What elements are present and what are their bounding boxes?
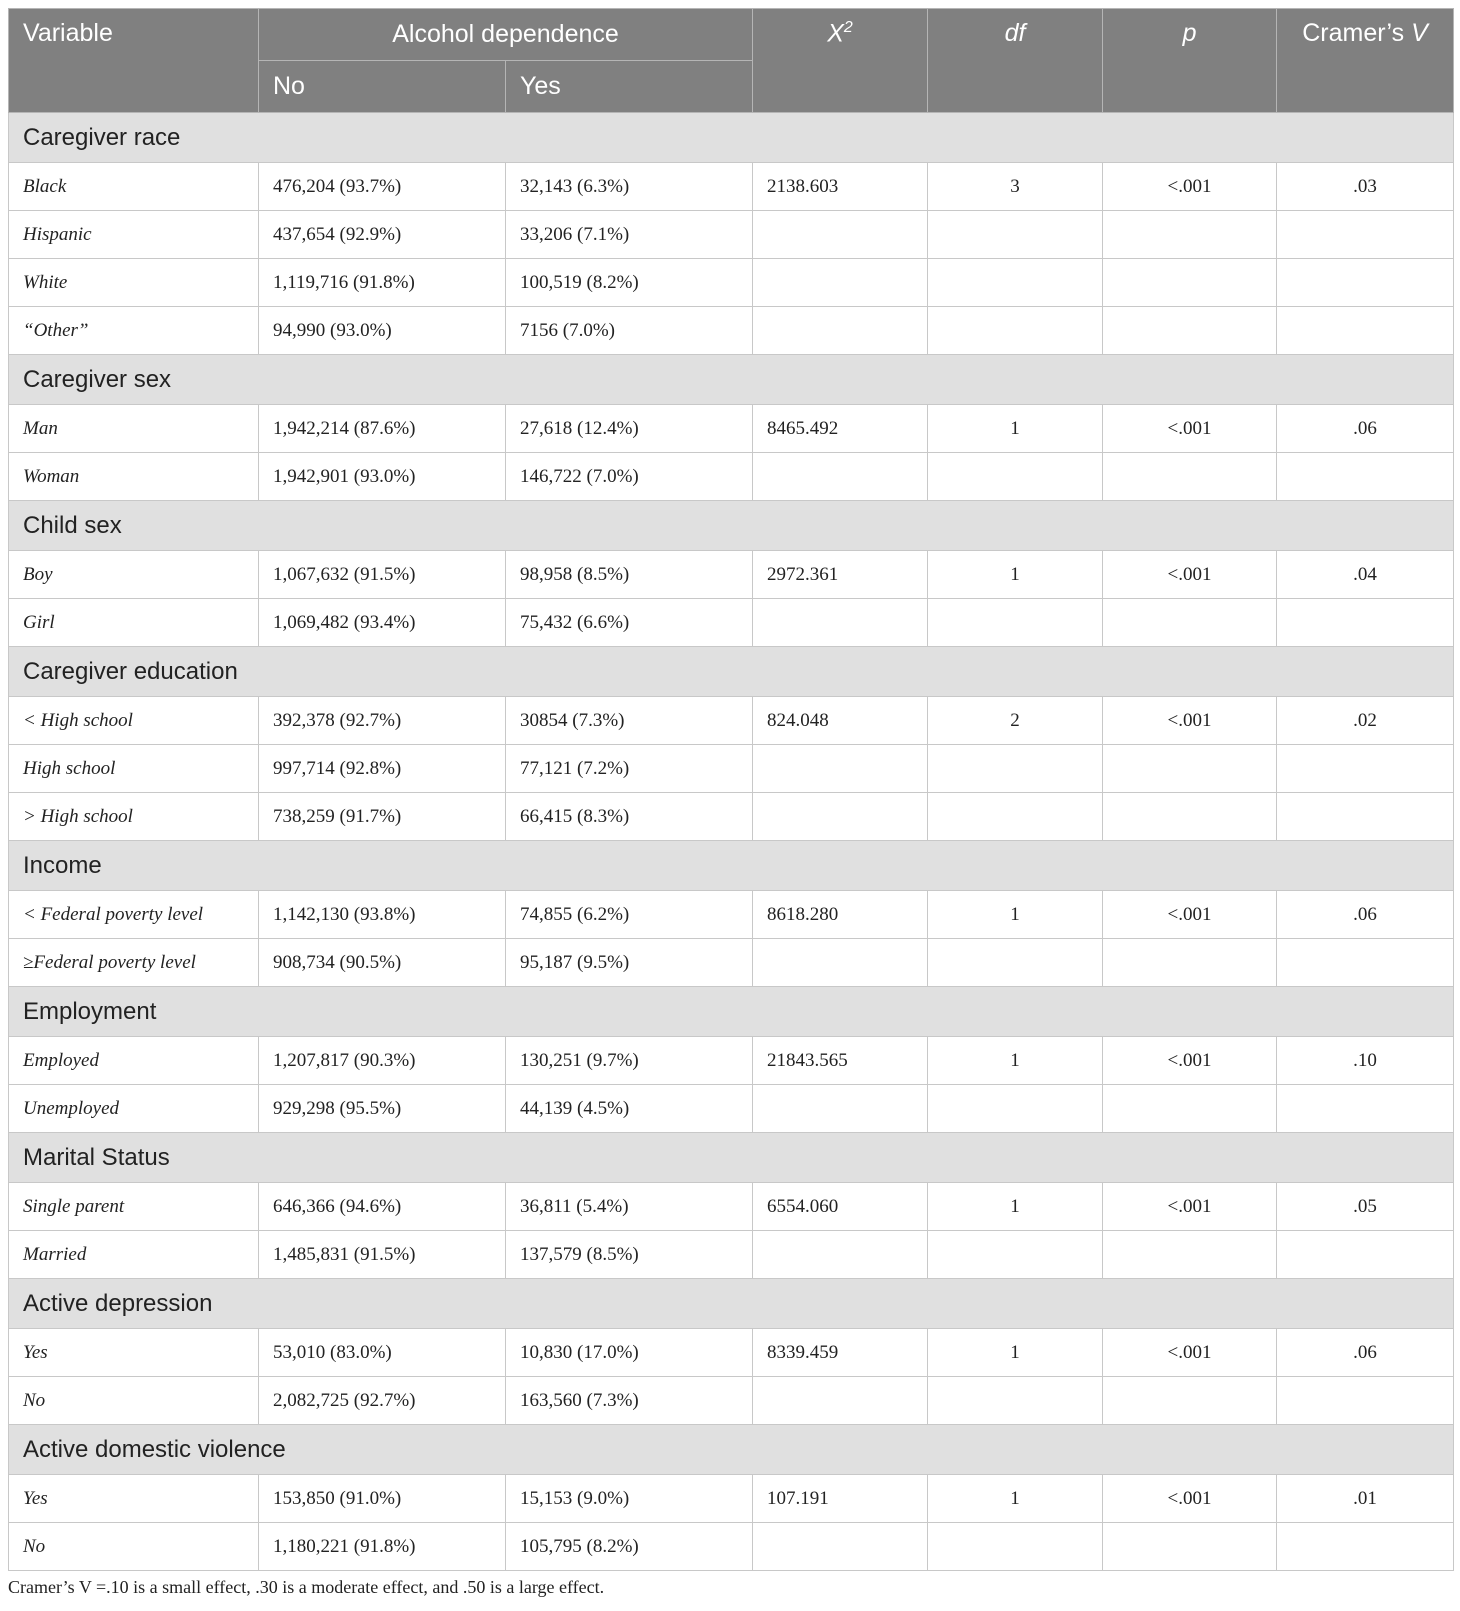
table-row [9, 551, 1454, 599]
table-row [9, 697, 1454, 745]
table-row [9, 939, 1454, 987]
cell-no: 908,734 (90.5%) [259, 939, 506, 987]
cell-chi-square [753, 939, 928, 987]
cell-df: 1 [928, 551, 1103, 599]
cell-cramers-v: .04 [1277, 551, 1454, 599]
cell-df [928, 939, 1103, 987]
cell-cramers-v [1277, 1377, 1454, 1425]
cell-no: 738,259 (91.7%) [259, 793, 506, 841]
cell-cramers-v [1277, 211, 1454, 259]
cell-no: 1,119,716 (91.8%) [259, 259, 506, 307]
cell-variable: < Federal poverty level [9, 891, 259, 939]
table-row [9, 1085, 1454, 1133]
group-row [9, 841, 1454, 891]
cell-df: 1 [928, 1037, 1103, 1085]
cell-p [1103, 1523, 1277, 1571]
cell-df [928, 793, 1103, 841]
cell-cramers-v: .06 [1277, 1329, 1454, 1377]
cell-cramers-v: .06 [1277, 405, 1454, 453]
cell-variable: Girl [9, 599, 259, 647]
cell-yes: 98,958 (8.5%) [506, 551, 753, 599]
cell-p: <.001 [1103, 551, 1277, 599]
cell-variable: Hispanic [9, 211, 259, 259]
cell-cramers-v: .02 [1277, 697, 1454, 745]
cell-df: 1 [928, 891, 1103, 939]
cell-df [928, 1231, 1103, 1279]
cell-chi-square [753, 211, 928, 259]
cell-p: <.001 [1103, 163, 1277, 211]
cell-chi-square [753, 745, 928, 793]
cell-yes: 33,206 (7.1%) [506, 211, 753, 259]
cell-variable: White [9, 259, 259, 307]
cell-p: <.001 [1103, 405, 1277, 453]
cell-no: 392,378 (92.7%) [259, 697, 506, 745]
cell-df: 1 [928, 1329, 1103, 1377]
cell-cramers-v [1277, 307, 1454, 355]
cell-p: <.001 [1103, 697, 1277, 745]
cell-chi-square [753, 259, 928, 307]
cell-chi-square: 107.191 [753, 1475, 928, 1523]
cell-df: 2 [928, 697, 1103, 745]
cell-p [1103, 307, 1277, 355]
cell-yes: 10,830 (17.0%) [506, 1329, 753, 1377]
cell-p [1103, 211, 1277, 259]
cell-no: 1,180,221 (91.8%) [259, 1523, 506, 1571]
cell-no: 53,010 (83.0%) [259, 1329, 506, 1377]
group-title: Caregiver education [9, 647, 1454, 697]
header-chi-square [753, 9, 928, 113]
table-row [9, 405, 1454, 453]
table-row [9, 453, 1454, 501]
cell-variable: Married [9, 1231, 259, 1279]
cell-yes: 77,121 (7.2%) [506, 745, 753, 793]
table-container [8, 8, 1453, 1571]
cell-variable: Boy [9, 551, 259, 599]
cell-yes: 105,795 (8.2%) [506, 1523, 753, 1571]
cell-chi-square [753, 793, 928, 841]
group-title: Child sex [9, 501, 1454, 551]
group-title: Caregiver race [9, 113, 1454, 163]
table-row [9, 599, 1454, 647]
cell-cramers-v [1277, 1231, 1454, 1279]
cell-df: 1 [928, 1183, 1103, 1231]
cell-chi-square [753, 1377, 928, 1425]
cell-chi-square: 824.048 [753, 697, 928, 745]
results-table [8, 8, 1454, 1571]
cell-df [928, 453, 1103, 501]
cell-no: 94,990 (93.0%) [259, 307, 506, 355]
cell-variable: Yes [9, 1475, 259, 1523]
group-row [9, 987, 1454, 1037]
table-row [9, 1183, 1454, 1231]
table-row [9, 211, 1454, 259]
header-no: No [259, 61, 506, 113]
cell-p [1103, 1085, 1277, 1133]
cell-df [928, 259, 1103, 307]
cell-df [928, 599, 1103, 647]
cell-variable: > High school [9, 793, 259, 841]
header-alcohol-dependence: Alcohol dependence [259, 9, 753, 61]
cell-chi-square: 8339.459 [753, 1329, 928, 1377]
cell-cramers-v [1277, 453, 1454, 501]
cell-chi-square [753, 1231, 928, 1279]
cell-yes: 95,187 (9.5%) [506, 939, 753, 987]
cell-df [928, 211, 1103, 259]
cell-p [1103, 453, 1277, 501]
cell-yes: 30854 (7.3%) [506, 697, 753, 745]
table-row [9, 1037, 1454, 1085]
chi-square-sup: 2 [843, 19, 853, 36]
table-row [9, 1329, 1454, 1377]
cell-chi-square: 2138.603 [753, 163, 928, 211]
cell-p [1103, 745, 1277, 793]
cell-yes: 7156 (7.0%) [506, 307, 753, 355]
cell-chi-square: 6554.060 [753, 1183, 928, 1231]
cell-no: 1,142,130 (93.8%) [259, 891, 506, 939]
table-row [9, 1523, 1454, 1571]
cell-p: <.001 [1103, 1329, 1277, 1377]
table-row [9, 745, 1454, 793]
group-title: Active domestic violence [9, 1425, 1454, 1475]
cell-no: 646,366 (94.6%) [259, 1183, 506, 1231]
cell-cramers-v: .06 [1277, 891, 1454, 939]
cell-df [928, 1377, 1103, 1425]
cramers-v-prefix: Cramer’s [1302, 19, 1412, 47]
table-row [9, 1231, 1454, 1279]
cell-variable: Unemployed [9, 1085, 259, 1133]
cell-df [928, 745, 1103, 793]
cell-yes: 163,560 (7.3%) [506, 1377, 753, 1425]
cell-variable: Single parent [9, 1183, 259, 1231]
cell-p [1103, 939, 1277, 987]
cell-no: 153,850 (91.0%) [259, 1475, 506, 1523]
cell-variable: No [9, 1377, 259, 1425]
header-df: df [928, 9, 1103, 113]
cell-variable: “Other” [9, 307, 259, 355]
cell-no: 1,485,831 (91.5%) [259, 1231, 506, 1279]
cell-yes: 36,811 (5.4%) [506, 1183, 753, 1231]
table-row [9, 793, 1454, 841]
cell-df: 3 [928, 163, 1103, 211]
cell-no: 1,942,901 (93.0%) [259, 453, 506, 501]
cell-chi-square: 8465.492 [753, 405, 928, 453]
cell-variable: Black [9, 163, 259, 211]
cell-df: 1 [928, 1475, 1103, 1523]
cell-no: 2,082,725 (92.7%) [259, 1377, 506, 1425]
cell-cramers-v [1277, 259, 1454, 307]
cell-yes: 27,618 (12.4%) [506, 405, 753, 453]
cell-cramers-v: .10 [1277, 1037, 1454, 1085]
cell-cramers-v [1277, 793, 1454, 841]
cell-variable: No [9, 1523, 259, 1571]
table-row [9, 307, 1454, 355]
table-row [9, 259, 1454, 307]
group-row [9, 113, 1454, 163]
group-title: Caregiver sex [9, 355, 1454, 405]
group-row [9, 647, 1454, 697]
cell-variable: Yes [9, 1329, 259, 1377]
cell-chi-square: 2972.361 [753, 551, 928, 599]
cell-variable: High school [9, 745, 259, 793]
cell-p: <.001 [1103, 1475, 1277, 1523]
cell-yes: 137,579 (8.5%) [506, 1231, 753, 1279]
cell-no: 1,942,214 (87.6%) [259, 405, 506, 453]
cell-chi-square: 21843.565 [753, 1037, 928, 1085]
cell-no: 437,654 (92.9%) [259, 211, 506, 259]
cell-yes: 146,722 (7.0%) [506, 453, 753, 501]
cell-chi-square [753, 453, 928, 501]
header-cramers-v [1277, 9, 1454, 113]
cell-df [928, 1523, 1103, 1571]
cell-p: <.001 [1103, 1183, 1277, 1231]
cell-no: 929,298 (95.5%) [259, 1085, 506, 1133]
cell-cramers-v: .05 [1277, 1183, 1454, 1231]
cell-variable: Employed [9, 1037, 259, 1085]
cell-p [1103, 1377, 1277, 1425]
group-title: Income [9, 841, 1454, 891]
cell-chi-square [753, 1085, 928, 1133]
group-title: Employment [9, 987, 1454, 1037]
cell-yes: 32,143 (6.3%) [506, 163, 753, 211]
cell-chi-square [753, 307, 928, 355]
group-title: Active depression [9, 1279, 1454, 1329]
cell-cramers-v [1277, 939, 1454, 987]
table-header [9, 9, 1454, 113]
cell-no: 1,067,632 (91.5%) [259, 551, 506, 599]
cell-yes: 15,153 (9.0%) [506, 1475, 753, 1523]
cell-variable: Woman [9, 453, 259, 501]
cell-p [1103, 259, 1277, 307]
cell-variable: < High school [9, 697, 259, 745]
table-body [9, 113, 1454, 1571]
chi-square-base: X [827, 19, 844, 48]
cell-yes: 44,139 (4.5%) [506, 1085, 753, 1133]
header-p: p [1103, 9, 1277, 113]
cell-p [1103, 1231, 1277, 1279]
footnote: Cramer’s V =.10 is a small effect, .30 is a moderate effect, and .50 is a large effect. [8, 1577, 605, 1597]
cell-no: 1,069,482 (93.4%) [259, 599, 506, 647]
cell-chi-square: 8618.280 [753, 891, 928, 939]
cell-yes: 100,519 (8.2%) [506, 259, 753, 307]
cramers-v-symbol: V [1411, 19, 1428, 47]
cell-yes: 130,251 (9.7%) [506, 1037, 753, 1085]
cell-df [928, 1085, 1103, 1133]
cell-cramers-v [1277, 599, 1454, 647]
cell-cramers-v: .03 [1277, 163, 1454, 211]
cell-chi-square [753, 599, 928, 647]
cell-cramers-v: .01 [1277, 1475, 1454, 1523]
cell-yes: 75,432 (6.6%) [506, 599, 753, 647]
cell-yes: 74,855 (6.2%) [506, 891, 753, 939]
cell-p [1103, 599, 1277, 647]
group-row [9, 501, 1454, 551]
cell-no: 1,207,817 (90.3%) [259, 1037, 506, 1085]
cell-variable: ≥Federal poverty level [9, 939, 259, 987]
table-row [9, 891, 1454, 939]
group-row [9, 1133, 1454, 1183]
cell-df [928, 307, 1103, 355]
header-yes: Yes [506, 61, 753, 113]
group-row [9, 355, 1454, 405]
cell-cramers-v [1277, 1523, 1454, 1571]
cell-p [1103, 793, 1277, 841]
cell-no: 476,204 (93.7%) [259, 163, 506, 211]
cell-cramers-v [1277, 1085, 1454, 1133]
cell-variable: Man [9, 405, 259, 453]
cell-cramers-v [1277, 745, 1454, 793]
group-row [9, 1425, 1454, 1475]
cell-p: <.001 [1103, 891, 1277, 939]
table-row [9, 1475, 1454, 1523]
table-row [9, 163, 1454, 211]
cell-p: <.001 [1103, 1037, 1277, 1085]
cell-yes: 66,415 (8.3%) [506, 793, 753, 841]
group-row [9, 1279, 1454, 1329]
table-row [9, 1377, 1454, 1425]
cell-no: 997,714 (92.8%) [259, 745, 506, 793]
group-title: Marital Status [9, 1133, 1454, 1183]
cell-chi-square [753, 1523, 928, 1571]
cell-df: 1 [928, 405, 1103, 453]
header-variable: Variable [9, 9, 259, 113]
